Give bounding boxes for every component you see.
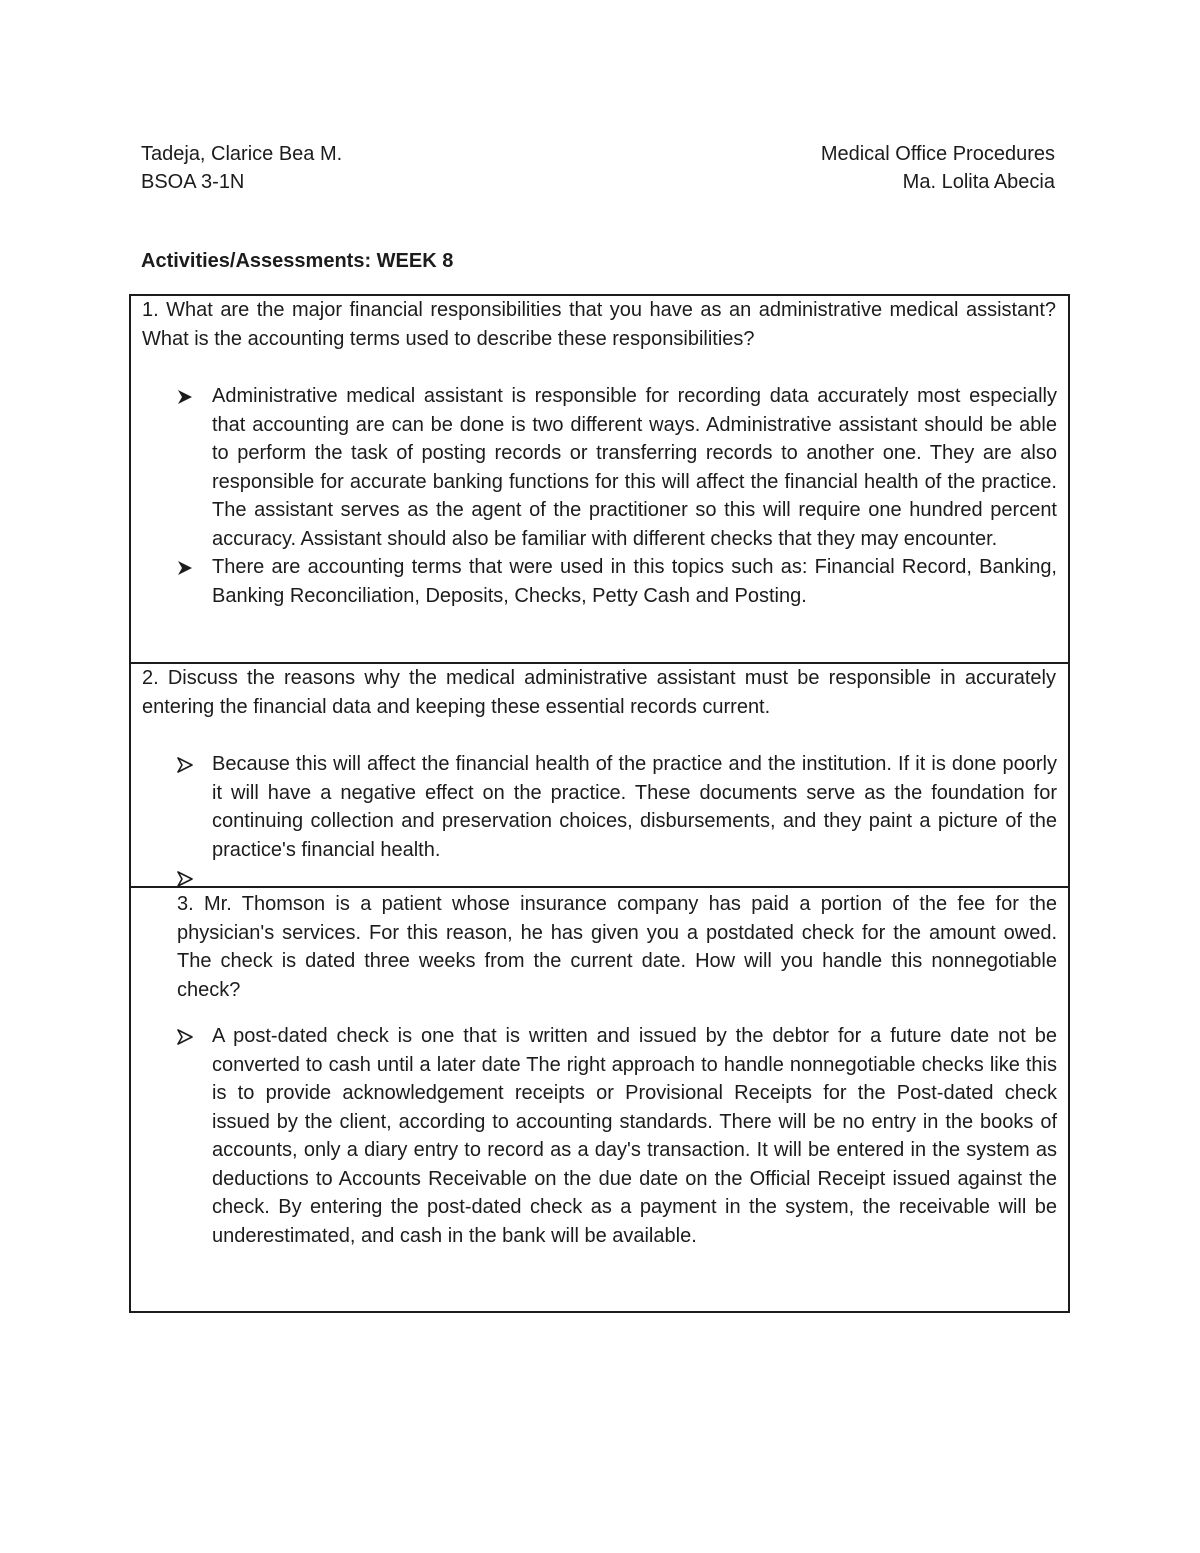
section: BSOA 3-1N [141,171,245,193]
question-cell-2 [131,662,1068,886]
page-title: Activities/Assessments: WEEK 8 [141,250,454,272]
arrow-bullet-icon [177,757,193,773]
arrow-bullet-icon [177,871,193,887]
answer-text: A post-dated check is one that is written and issued by the debtor for a future date not be converted to cash until a later date The right approach to handle nonnegotiable checks like this is to provide acknowledgement receipts or Provisional Receipts for the Post-dated check issued by the client, according to accounting standards. There will be no entry in the books of accounts, only a diary entry to record as a day's transaction. It will be entered in the system as deductions to Accounts Receivable on the due date on the Official Receipt issued against the check. By entering the post-dated check as a payment in the system, the receivable will be underestimated, and cash in the bank will be available. [212,1025,1057,1247]
answer-list [177,750,1057,893]
arrow-bullet-icon [177,560,193,576]
question-text: 2. Discuss the reasons why the medical administrative assistant must be responsible in accurately entering the financial data and keeping these essential records current. [142,667,1056,718]
instructor-name: Ma. Lolita Abecia [902,171,1055,193]
answer-list [177,382,1057,610]
question-cell-1 [131,296,1068,662]
student-name: Tadeja, Clarice Bea M. [141,143,343,165]
answer-list [177,1022,1057,1250]
question-cell-3 [131,886,1068,1311]
answer-item [177,1022,1057,1250]
answer-item [177,553,1057,610]
assessment-table [129,294,1070,1313]
answer-text: Because this will affect the financial health of the practice and the institution. If it is done poorly it will have a negative effect on the practice. These documents serve as the foundation for continuing collection and preservation choices, disbursements, and they paint a picture of the practice's financial health. [212,753,1057,861]
answer-text: Administrative medical assistant is responsible for recording data accurately most especially that accounting are can be done is two different ways. Administrative assistant should be able to perform the task of posting records or transferring records to another one. They are also responsible for accurate banking functions for this will affect the financial health of the practice. The assistant serves as the agent of the practitioner so this will require one hundred percent accuracy. Assistant should also be familiar with different checks that they may encounter. [212,385,1057,550]
answer-item [177,750,1057,864]
answer-text: There are accounting terms that were used in this topics such as: Financial Record, Banking, Banking Reconciliation, Deposits, Checks, Petty Cash and Posting. [212,556,1057,607]
answer-item [177,382,1057,553]
arrow-bullet-icon [177,1029,193,1045]
question-text: 1. What are the major financial responsibilities that you have as an administrative medical assistant? What is the accounting terms used to describe these responsibilities? [142,299,1056,350]
course-name: Medical Office Procedures [820,143,1055,165]
header-row-2 [141,167,1055,197]
arrow-bullet-icon [177,389,193,405]
question-text: 3. Mr. Thomson is a patient whose insurance company has paid a portion of the fee for the physician's services. For this reason, he has given you a postdated check for the amount owed. The check is dated three weeks from the current date. How will you handle this nonnegotiable check? [177,893,1057,1001]
header-row-1 [141,139,1055,169]
